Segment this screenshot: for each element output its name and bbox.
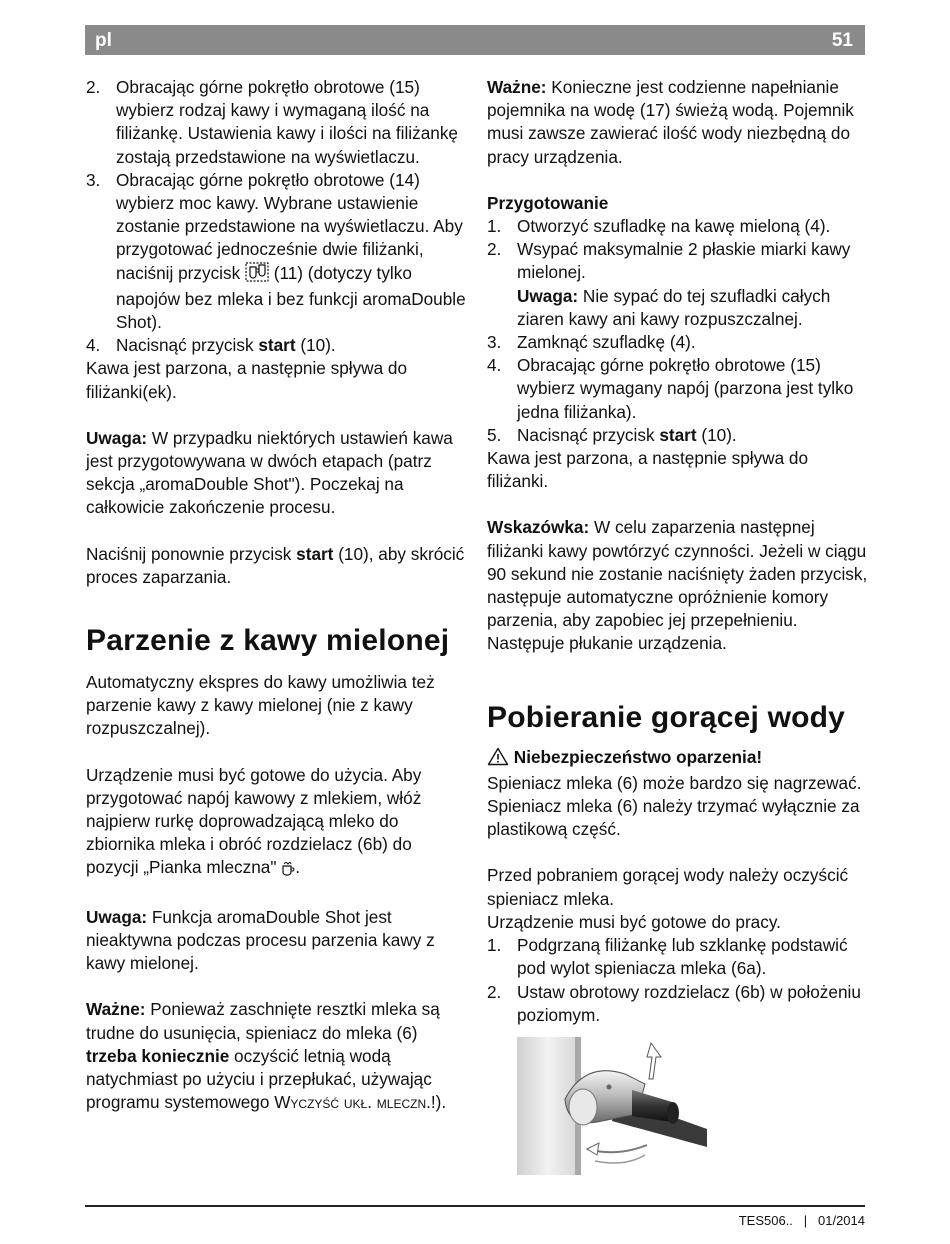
hot-water-steps-list xyxy=(487,934,872,1027)
warning-triangle-icon xyxy=(487,747,509,772)
prep-heading: Przygotowanie xyxy=(487,192,609,213)
important-paragraph: Ważne: Ponieważ zaschnięte resztki mleka są trudne do usunięcia, spieniacz do mleka (6) trzeba koniecznie oczyścić letnią wodą natychmiast po użyciu i przepłukać, używając programu systemowego Wyczyść ukł. mleczn.!). xyxy=(86,999,447,1113)
section-heading-hot-water: Pobieranie gorącej wody xyxy=(487,700,846,734)
steps-list-a xyxy=(86,76,466,357)
footer-divider xyxy=(85,1205,865,1207)
brew-text: Kawa jest parzona, a następnie spływa do filiżanki(ek). xyxy=(86,358,408,402)
language-code: pl xyxy=(95,30,112,51)
list-item: 2. Wsypać maksymalnie 2 płaskie miarki kawy mielonej. Uwaga: Nie sypać do tej szufladki całych ziaren kawy ani kawy rozpuszczalnej. xyxy=(487,239,851,329)
left-column xyxy=(86,76,466,1114)
brew-text-right: Kawa jest parzona, a następnie spływa do filiżanki. xyxy=(487,448,809,492)
tip-paragraph: Wskazówka: W celu zaparzenia następnej filiżanki kawy powtórzyć czynności. Jeżeli w ciągu 90 sekund nie zostanie naciśnięty żaden przycisk, następuje automatyczne opróżnienie komory parzenia, aby zapobiec jej przepełnieniu. Następuje płukanie urządzenia. xyxy=(487,517,868,654)
list-item: 1. Podgrzaną filiżankę lub szklankę podstawić pod wylot spieniacza mleka (6a). xyxy=(487,935,848,979)
note-paragraph: Uwaga: W przypadku niektórych ustawień kawa jest przygotowywana w dwóch etapach (patrz sekcja „aromaDouble Shot"). Poczekaj na całkowicie zakończenie procesu. xyxy=(86,427,453,518)
press-again-paragraph: Naciśnij ponownie przycisk start (10), aby skrócić proces zaparzania. xyxy=(86,543,465,587)
before-paragraph: Przed pobraniem gorącej wody należy oczyścić spieniacz mleka. xyxy=(487,865,849,909)
ready-paragraph-right: Urządzenie musi być gotowe do pracy. xyxy=(487,911,781,932)
note-paragraph-2: Uwaga: Funkcja aromaDouble Shot jest nieaktywna podczas procesu parzenia kawy z kawy mielonej. xyxy=(86,906,435,974)
list-item: 4. Obracając górne pokrętło obrotowe (15) wybierz wymagany napój (parzona jest tylko jedna filiżanka). xyxy=(487,355,854,422)
important-water-paragraph: Ważne: Konieczne jest codzienne napełnianie pojemnika na wodę (17) świeżą wodą. Pojemnik musi zawsze zawierać ilość wody niezbędną do pracy urządzenia. xyxy=(487,77,854,167)
page-number: 51 xyxy=(831,30,853,51)
frother-illustration xyxy=(517,1037,707,1175)
double-cup-icon xyxy=(245,262,269,288)
prep-steps-list xyxy=(487,215,872,447)
warning-title: Niebezpieczeństwo oparzenia! xyxy=(487,746,872,772)
list-item: 2. Ustaw obrotowy rozdzielacz (6b) w położeniu poziomym. xyxy=(487,981,861,1025)
page-footer: TES506.. | 01/2014 xyxy=(738,1213,865,1228)
list-item: 3. Obracając górne pokrętło obrotowe (14) wybierz moc kawy. Wybrane ustawienie zostanie przedstawione na wyświetlaczu. Aby przygotować jednocześnie dwie filiżanki, naciśnij przycisk (11) (dotyczy tylko napojów bez mleka i bez funkcji aromaDouble Shot). xyxy=(86,169,466,333)
intro-paragraph: Automatyczny ekspres do kawy umożliwia też parzenie kawy z kawy mielonej (nie z kawy rozpuszczalnej). xyxy=(86,672,435,739)
list-item: 2. Obracając górne pokrętło obrotowe (15) wybierz rodzaj kawy i wymaganą ilość na filiżankę. Ustawienia kawy i ilości na filiżankę zostają przedstawione na wyświetlaczu. xyxy=(86,77,458,167)
page-header xyxy=(85,25,865,55)
list-item: 1. Otworzyć szufladkę na kawę mieloną (4). xyxy=(487,216,831,237)
warning-text: Spieniacz mleka (6) może bardzo się nagrzewać. Spieniacz mleka (6) należy trzymać wyłącznie za plastikową część. xyxy=(487,772,862,840)
right-column xyxy=(487,76,872,1175)
section-heading-ground-coffee: Parzenie z kawy mielonej xyxy=(86,624,450,658)
list-item: 5. Nacisnąć przycisk start (10). xyxy=(487,424,737,445)
list-item: 4. Nacisnąć przycisk start (10). xyxy=(86,335,336,356)
list-item: 3. Zamknąć szufladkę (4). xyxy=(487,332,696,353)
ready-paragraph: Urządzenie musi być gotowe do użycia. Aby przygotować napój kawowy z mlekiem, włóż najpierw rurkę doprowadzającą mleko do zbiornika mleka i obróć rozdzielacz (6b) do pozycji „Pianka mleczna" . xyxy=(86,764,466,883)
milk-froth-icon xyxy=(281,859,295,882)
